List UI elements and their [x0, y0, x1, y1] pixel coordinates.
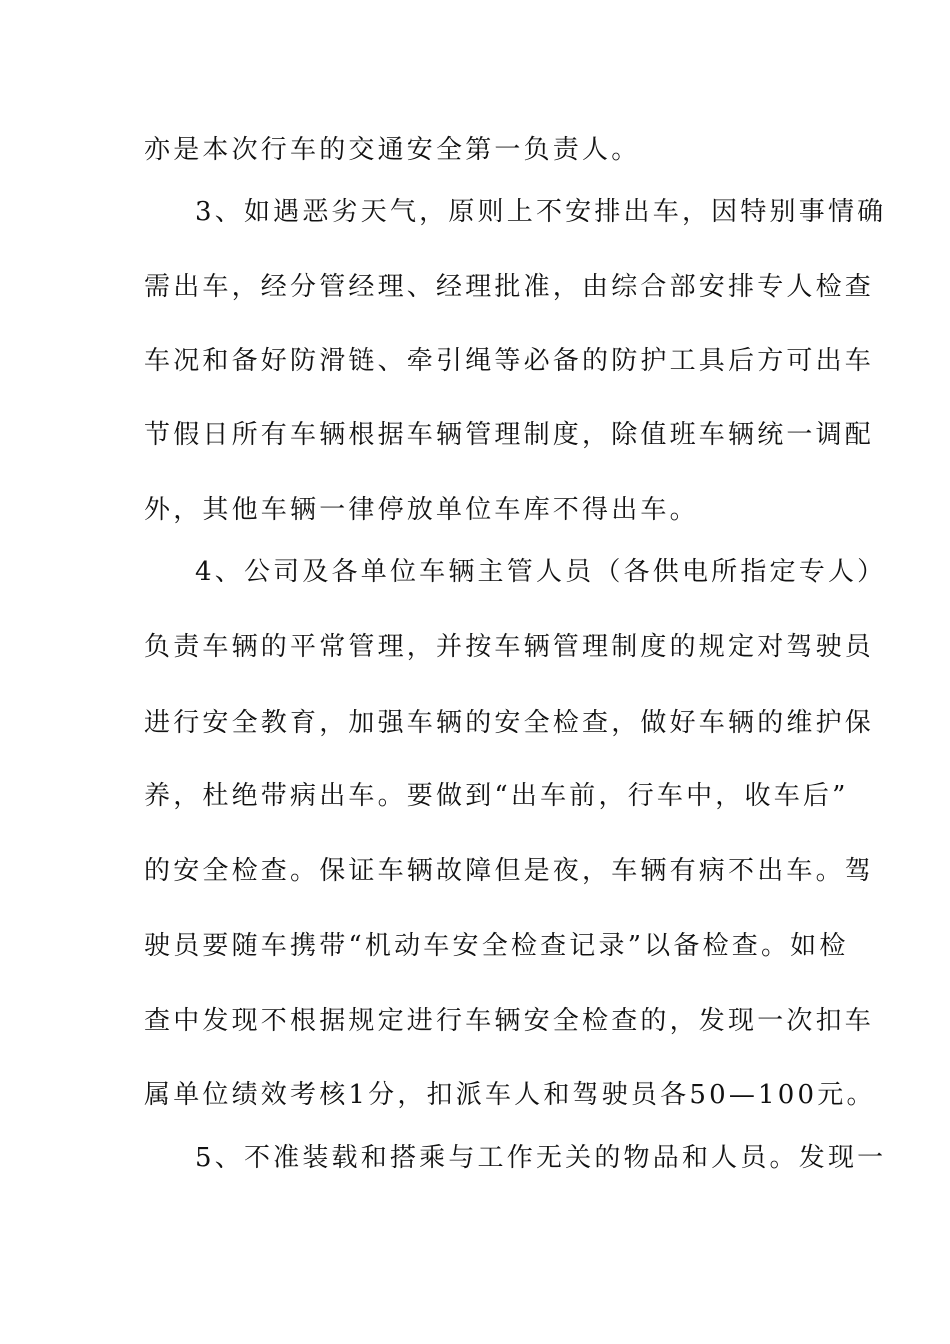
text-line-4: 车况和备好防滑链、牵引绳等必备的防护工具后方可出车 [144, 346, 875, 376]
text-line-3: 需出车，经分管经理、经理批准，由综合部安排专人检查 [144, 272, 875, 302]
text-line-14: 属单位绩效考核1分，扣派车人和驾驶员各50—100元。 [144, 1080, 876, 1110]
text-line-7: 4、公司及各单位车辆主管人员（各供电所指定专人） [195, 557, 887, 587]
text-line-9: 进行安全教育，加强车辆的安全检查，做好车辆的维护保 [144, 708, 875, 738]
text-line-11: 的安全检查。保证车辆故障但是夜，车辆有病不出车。驾 [144, 856, 875, 886]
text-line-15: 5、不准装载和搭乘与工作无关的物品和人员。发现一 [195, 1143, 887, 1173]
text-line-6: 外，其他车辆一律停放单位车库不得出车。 [144, 495, 699, 525]
text-line-8: 负责车辆的平常管理，并按车辆管理制度的规定对驾驶员 [144, 632, 875, 662]
text-line-5: 节假日所有车辆根据车辆管理制度，除值班车辆统一调配 [144, 420, 875, 450]
text-line-2: 3、如遇恶劣天气，原则上不安排出车，因特别事情确 [195, 197, 887, 227]
text-line-10: 养，杜绝带病出车。要做到“出车前，行车中，收车后” [144, 781, 849, 811]
text-line-12: 驶员要随车携带“机动车安全检查记录”以备检查。如检 [144, 931, 849, 961]
text-line-13: 查中发现不根据规定进行车辆安全检查的，发现一次扣车 [144, 1006, 875, 1036]
text-line-1: 亦是本次行车的交通安全第一负责人。 [144, 135, 641, 165]
